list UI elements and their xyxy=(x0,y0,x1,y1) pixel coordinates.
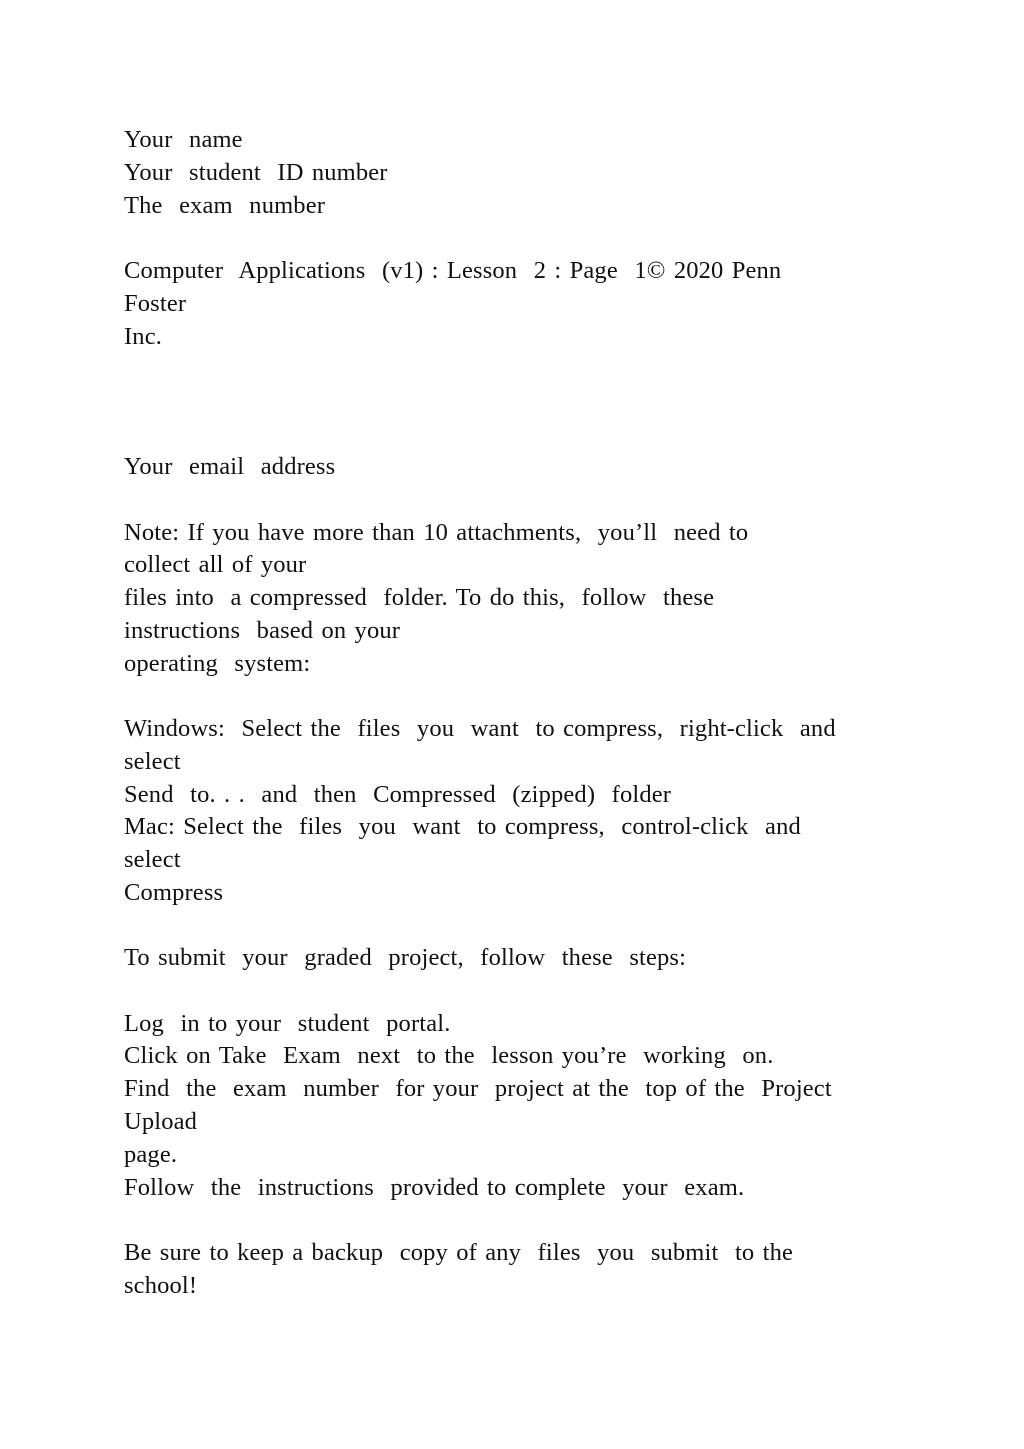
submit-intro-line: To submit your graded project, follow these steps: xyxy=(124,944,687,971)
footer-line-1: Computer Applications (v1) : Lesson 2 : Page 1© 2020 Penn xyxy=(124,257,782,284)
your-name-line: Your name xyxy=(124,126,243,153)
step-follow-instructions-line: Follow the instructions provided to complete your exam. xyxy=(124,1174,745,1201)
windows-instructions-line-3: Send to. . . and then Compressed (zipped) folder xyxy=(124,781,672,808)
mac-instructions-line-3: Compress xyxy=(124,879,224,906)
footer-line-3: Inc. xyxy=(124,323,163,350)
windows-instructions-line-2: select xyxy=(124,748,181,775)
email-address-line: Your email address xyxy=(124,453,336,480)
note-line-5: operating system: xyxy=(124,650,311,677)
note-line-4: instructions based on your xyxy=(124,617,401,644)
backup-reminder-line-2: school! xyxy=(124,1272,198,1299)
step-take-exam-line: Click on Take Exam next to the lesson you’re working on. xyxy=(124,1042,774,1069)
note-line-2: collect all of your xyxy=(124,551,307,578)
step-login-line: Log in to your student portal. xyxy=(124,1010,451,1037)
step-find-exam-line-3: page. xyxy=(124,1141,178,1168)
student-id-line: Your student ID number xyxy=(124,159,388,186)
footer-line-2: Foster xyxy=(124,290,187,317)
mac-instructions-line-1: Mac: Select the files you want to compress, control-click and xyxy=(124,813,801,840)
mac-instructions-line-2: select xyxy=(124,846,181,873)
note-line-3: files into a compressed folder. To do this, follow these xyxy=(124,584,715,611)
step-find-exam-line-2: Upload xyxy=(124,1108,198,1135)
step-find-exam-line-1: Find the exam number for your project at the top of the Project xyxy=(124,1075,832,1102)
windows-instructions-line-1: Windows: Select the files you want to compress, right-click and xyxy=(124,715,836,742)
backup-reminder-line-1: Be sure to keep a backup copy of any files you submit to the xyxy=(124,1239,793,1266)
note-line-1: Note: If you have more than 10 attachments, you’ll need to xyxy=(124,519,749,546)
exam-number-line: The exam number xyxy=(124,192,326,219)
